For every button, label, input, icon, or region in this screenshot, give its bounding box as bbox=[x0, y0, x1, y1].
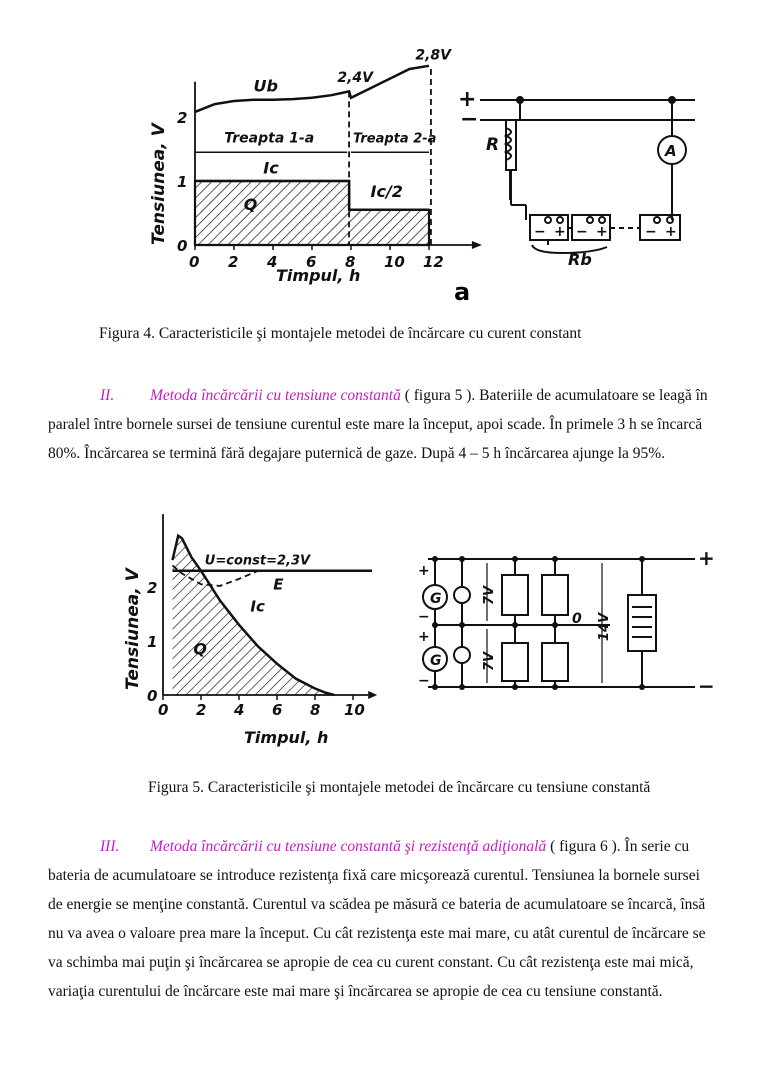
x-tick-label: 8 bbox=[345, 253, 356, 271]
cell2-plus: + bbox=[596, 224, 608, 240]
y-tick-label: 1 bbox=[147, 633, 158, 651]
uconst-label: U=const=2,3V bbox=[204, 553, 311, 569]
figure5-graph bbox=[118, 505, 388, 750]
x-tick-label: 2 bbox=[196, 701, 207, 719]
x-tick-label: 10 bbox=[344, 701, 365, 719]
x-tick-label: 0 bbox=[189, 253, 200, 271]
y-tick-label: 2 bbox=[147, 579, 158, 597]
gen2-label: G bbox=[430, 653, 442, 669]
x-tick-label: 12 bbox=[423, 253, 444, 271]
ic-label: Ic bbox=[263, 158, 279, 178]
midpoint-zero: 0 bbox=[572, 611, 582, 627]
stage2-label: Treapta 2-a bbox=[352, 131, 437, 147]
stage1-label: Treapta 1-a bbox=[224, 130, 315, 147]
section2-line-2: paralel între bornele sursei de tensiune curentul este mare la început, apoi scade. În primele 3 h se încarcă bbox=[48, 416, 703, 433]
y-tick-label: 1 bbox=[177, 173, 188, 191]
section2-line-1 bbox=[48, 381, 768, 410]
ic2-label: Ic/2 bbox=[370, 182, 403, 201]
cell1-minus: − bbox=[534, 224, 546, 240]
section2-number: II. bbox=[100, 387, 115, 404]
voltage-2-8-label: 2,8V bbox=[415, 47, 451, 64]
voltage-7v-top: 7V bbox=[482, 585, 497, 605]
plus-label-mid: + bbox=[418, 629, 430, 645]
x-tick-label: 2 bbox=[228, 253, 239, 271]
cell2-minus: − bbox=[576, 224, 588, 240]
figure5-caption: Figura 5. Caracteristicile şi montajele metodei de încărcare cu tensiune constantă bbox=[148, 779, 651, 796]
figure5-circuit bbox=[410, 545, 720, 705]
voltage-2-4-label: 2,4V bbox=[337, 69, 373, 86]
x-tick-label: 4 bbox=[234, 701, 245, 719]
section3-line-5: va schimba mai puţin şi încărcarea se apropie de cea cu curent constant. Cu cât rezistenţa este mai mică, bbox=[48, 954, 694, 971]
section3-title: Metoda încărcării cu tensiune constantă şi rezistenţă adiţională bbox=[150, 838, 547, 855]
voltage-7v-bottom: 7V bbox=[482, 651, 497, 671]
ammeter-label: A bbox=[665, 142, 677, 160]
section3-line-6: variaţia curentului de încărcare este mai mare şi încărcarea se apropie de cea cu tensiune constantă. bbox=[48, 983, 663, 1000]
y-tick-label: 0 bbox=[147, 687, 158, 705]
x-axis-arrow bbox=[368, 691, 377, 699]
plus-terminal-label: + bbox=[458, 87, 477, 112]
section3-line-1 bbox=[48, 832, 768, 861]
x-axis-label: Timpul, h bbox=[244, 728, 329, 747]
gen1-label: G bbox=[430, 591, 442, 607]
section3-text-1: ( figura 6 ). În serie cu bbox=[546, 838, 690, 855]
battery-label: Rb bbox=[568, 250, 592, 269]
x-axis-label: Timpul, h bbox=[276, 266, 361, 285]
x-tick-label: 4 bbox=[267, 253, 278, 271]
section2-paragraph bbox=[48, 381, 768, 468]
minus-label-bottom: − bbox=[418, 673, 430, 689]
voltage-14v: 14V bbox=[597, 612, 612, 641]
x-tick-label: 8 bbox=[310, 701, 321, 719]
minus-label-mid: − bbox=[418, 609, 430, 625]
cell1-plus: + bbox=[554, 224, 566, 240]
ub-label: Ub bbox=[253, 76, 278, 96]
plus-label-top: + bbox=[418, 563, 430, 579]
y-tick-label: 2 bbox=[177, 109, 188, 127]
e-label: E bbox=[273, 575, 284, 594]
section3-paragraph bbox=[48, 832, 768, 1006]
ub-curve bbox=[195, 66, 429, 112]
section2-line-3: 80%. Încărcarea se termină fără degajare puternică de gaze. După 4 – 5 h încărcarea ajunge la 95%. bbox=[48, 445, 666, 462]
x-tick-label: 6 bbox=[272, 701, 283, 719]
bus-plus: + bbox=[698, 546, 715, 570]
q-label: Q bbox=[193, 639, 208, 659]
cell3-plus: + bbox=[665, 224, 677, 240]
x-tick-label: 10 bbox=[384, 253, 405, 271]
section2-title: Metoda încărcării cu tensiune constantă bbox=[150, 387, 401, 404]
section2-text-1: ( figura 5 ). Bateriile de acumulatoare se leagă în bbox=[400, 387, 708, 404]
figure4-circuit bbox=[450, 80, 700, 305]
section3-line-4: nu va avea o valoare prea mare la început. Cu cât rezistenţa este mai mare, cu atât curentul de încărcare se bbox=[48, 925, 706, 942]
figure4-graph bbox=[140, 45, 470, 295]
section3-line-3: de energie se menţine constantă. Curentul va scădea pe măsură ce bateria de acumulatoare se încarcă, însă bbox=[48, 896, 706, 913]
x-tick-label: 6 bbox=[306, 253, 317, 271]
minus-terminal-label: − bbox=[460, 107, 479, 132]
ic-label: Ic bbox=[250, 597, 265, 616]
cell3-minus: − bbox=[645, 224, 657, 240]
x-tick-label: 0 bbox=[158, 701, 169, 719]
figure4-caption: Figura 4. Caracteristicile şi montajele metodei de încărcare cu curent constant bbox=[99, 325, 582, 342]
resistor-label: R bbox=[486, 135, 500, 155]
y-tick-label: 0 bbox=[177, 237, 188, 255]
y-axis-label: Tensiunea, V bbox=[149, 123, 169, 245]
section3-line-2: bateria de acumulatoare se introduce rezistenţa fixă care micşorează curentul. Tensiunea la bornele sursei bbox=[48, 867, 700, 884]
figure-letter: a bbox=[454, 278, 471, 306]
section3-number: III. bbox=[100, 838, 120, 855]
q-label: Q bbox=[243, 194, 258, 214]
y-axis-label: Tensiunea, V bbox=[123, 568, 143, 690]
bus-minus: − bbox=[698, 674, 715, 698]
